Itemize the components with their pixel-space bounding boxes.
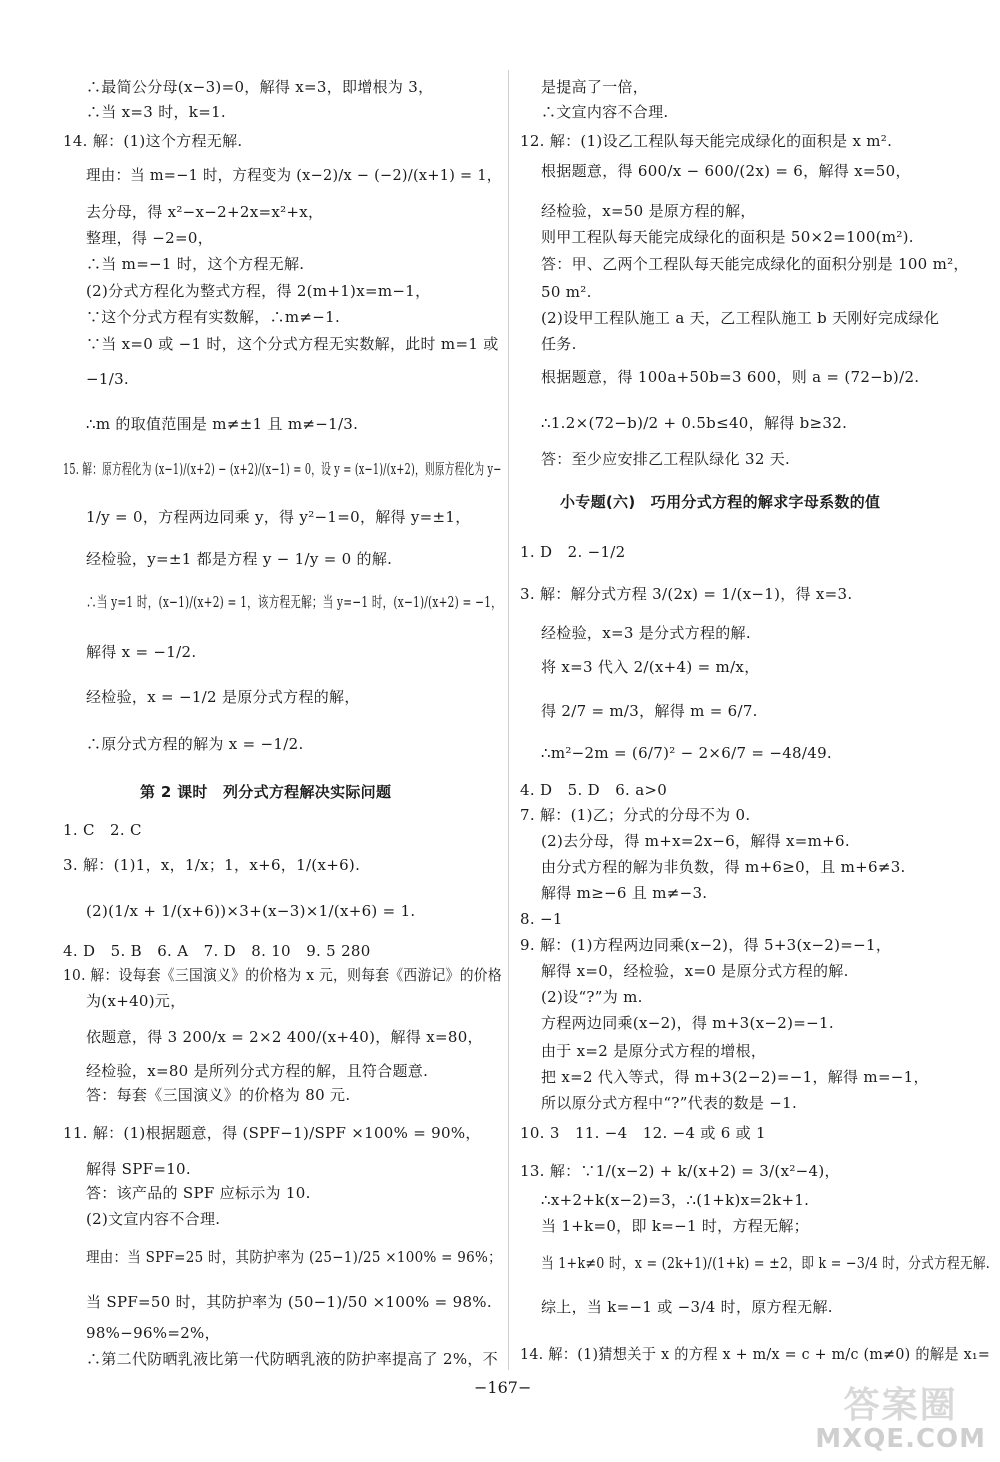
- page-number: −167−: [474, 1378, 532, 1397]
- left-text-line: ∴当 x=3 时，k=1.: [86, 103, 226, 121]
- right-text-line: 是提高了一倍，: [541, 78, 649, 96]
- right-text-line: 所以原分式方程中“?”代表的数是 −1.: [541, 1094, 798, 1112]
- left-text-line: ∴m 的取值范围是 m≠±1 且 m≠−1/3.: [86, 415, 359, 433]
- left-text-line: 理由：当 SPF=25 时，其防护率为 (25−1)/25 ×100% = 96%；: [86, 1248, 502, 1266]
- right-text-line: 8. −1: [520, 910, 563, 928]
- section-heading: 小专题(六) 巧用分式方程的解求字母系数的值: [560, 493, 881, 511]
- left-text-line: (2)分式方程化为整式方程，得 2(m+1)x=m−1，: [86, 282, 431, 300]
- right-text-line: 解得 m≥−6 且 m≠−3.: [541, 884, 708, 902]
- right-text-line: 当 1+k≠0 时，x = (2k+1)/(1+k) = ±2，即 k = −3/4 时，分式方程无解.: [541, 1254, 991, 1272]
- right-text-line: 经检验，x=50 是原方程的解，: [541, 202, 756, 220]
- left-text-line: 14. 解：(1)这个方程无解.: [63, 132, 243, 150]
- column-divider: [508, 70, 509, 1370]
- left-text-line: (2)(1/x + 1/(x+6))×3+(x−3)×1/(x+6) = 1.: [86, 902, 416, 920]
- left-text-line: 1/y = 0，方程两边同乘 y，得 y²−1=0，解得 y=±1，: [86, 508, 471, 526]
- right-text-line: 13. 解：∵1/(x−2) + k/(x+2) = 3/(x²−4)，: [520, 1162, 840, 1180]
- right-text-line: 方程两边同乘(x−2)，得 m+3(x−2)=−1.: [541, 1014, 834, 1032]
- right-text-line: 综上，当 k=−1 或 −3/4 时，原方程无解.: [541, 1298, 833, 1316]
- left-text-line: ∵当 x=0 或 −1 时，这个分式方程无实数解，此时 m=1 或: [86, 335, 499, 353]
- left-text-line: 3. 解：(1)1，x，1/x；1，x+6，1/(x+6).: [63, 856, 361, 874]
- right-text-line: 由分式方程的解为非负数，得 m+6≥0，且 m+6≠3.: [541, 858, 906, 876]
- left-text-line: 去分母，得 x²−x−2+2x=x²+x，: [86, 203, 324, 221]
- left-text-line: 经检验，x = −1/2 是原分式方程的解，: [86, 688, 360, 706]
- left-text-line: 10. 解：设每套《三国演义》的价格为 x 元，则每套《西游记》的价格: [63, 966, 502, 984]
- left-text-line: 4. D 5. B 6. A 7. D 8. 10 9. 5 280: [63, 942, 371, 960]
- right-text-line: 9. 解：(1)方程两边同乘(x−2)，得 5+3(x−2)=−1，: [520, 936, 892, 954]
- right-text-line: 把 x=2 代入等式，得 m+3(2−2)=−1，解得 m=−1，: [541, 1068, 929, 1086]
- right-text-line: 7. 解：(1)乙；分式的分母不为 0.: [520, 806, 751, 824]
- right-text-line: 12. 解：(1)设乙工程队每天能完成绿化的面积是 x m².: [520, 132, 893, 150]
- left-text-line: 11. 解：(1)根据题意，得 (SPF−1)/SPF ×100% = 90%，: [63, 1124, 481, 1142]
- right-text-line: 4. D 5. D 6. a>0: [520, 781, 668, 799]
- right-text-line: (2)设“?”为 m.: [541, 988, 643, 1006]
- right-text-line: 解得 x=0，经检验，x=0 是原分式方程的解.: [541, 962, 849, 980]
- right-text-line: 经检验，x=3 是分式方程的解.: [541, 624, 751, 642]
- right-text-line: 则甲工程队每天能完成绿化的面积是 50×2=100(m²).: [541, 228, 914, 246]
- right-text-line: ∴x+2+k(x−2)=3，∴(1+k)x=2k+1.: [541, 1191, 810, 1209]
- right-text-line: 根据题意，得 600/x − 600/(2x) = 6，解得 x=50，: [541, 162, 911, 180]
- right-text-line: 当 1+k=0，即 k=−1 时，方程无解；: [541, 1217, 809, 1235]
- right-text-line: 由于 x=2 是原分式方程的增根，: [541, 1042, 767, 1060]
- left-text-line: (2)文宣内容不合理.: [86, 1210, 221, 1228]
- left-text-line: −1/3.: [86, 370, 129, 388]
- left-text-line: ∴原分式方程的解为 x = −1/2.: [86, 735, 304, 753]
- watermark-url: MXQE.COM: [815, 1424, 986, 1454]
- right-text-line: 答：甲、乙两个工程队每天能完成绿化的面积分别是 100 m²，: [541, 255, 969, 273]
- right-text-line: 50 m².: [541, 283, 592, 301]
- left-text-line: ∵这个分式方程有实数解，∴m≠−1.: [86, 308, 341, 326]
- left-text-line: 15. 解：原方程化为 (x−1)/(x+2) − (x+2)/(x−1) = 0，设 y = (x−1)/(x+2)，则原方程化为 y−: [63, 460, 502, 478]
- left-text-line: ∴当 m=−1 时，这个方程无解.: [86, 255, 305, 273]
- right-text-line: ∴m²−2m = (6/7)² − 2×6/7 = −48/49.: [541, 744, 833, 762]
- right-text-line: ∴1.2×(72−b)/2 + 0.5b≤40，解得 b≥32.: [541, 414, 848, 432]
- right-text-line: 得 2/7 = m/3，解得 m = 6/7.: [541, 702, 758, 720]
- right-text-line: 14. 解：(1)猜想关于 x 的方程 x + m/x = c + m/c (m≠0) 的解是 x₁=: [520, 1345, 991, 1363]
- right-text-line: 答：至少应安排乙工程队绿化 32 天.: [541, 450, 791, 468]
- left-text-line: 答：该产品的 SPF 应标示为 10.: [86, 1184, 311, 1202]
- watermark-logo: 答案圈: [843, 1385, 958, 1426]
- section-heading: 第 2 课时 列分式方程解决实际问题: [140, 783, 392, 801]
- right-text-line: 根据题意，得 100a+50b=3 600，则 a = (72−b)/2.: [541, 368, 920, 386]
- right-text-line: 任务.: [541, 335, 577, 353]
- left-text-line: 经检验，y=±1 都是方程 y − 1/y = 0 的解.: [86, 550, 393, 568]
- left-text-line: 当 SPF=50 时，其防护率为 (50−1)/50 ×100% = 98%.: [86, 1293, 492, 1311]
- right-text-line: ∴文宣内容不合理.: [541, 103, 669, 121]
- left-text-line: 理由：当 m=−1 时，方程变为 (x−2)/x − (−2)/(x+1) = 1，: [86, 166, 502, 184]
- left-text-line: 解得 x = −1/2.: [86, 643, 197, 661]
- left-text-line: 解得 SPF=10.: [86, 1160, 191, 1178]
- left-text-line: 经检验，x=80 是所列分式方程的解，且符合题意.: [86, 1062, 429, 1080]
- left-text-line: 为(x+40)元，: [86, 992, 186, 1010]
- left-text-line: ∴当 y=1 时，(x−1)/(x+2) = 1，该方程无解；当 y=−1 时，(x−1)/(x+2) = −1，: [86, 593, 502, 611]
- left-text-line: 答：每套《三国演义》的价格为 80 元.: [86, 1086, 351, 1104]
- right-text-line: (2)去分母，得 m+x=2x−6，解得 x=m+6.: [541, 832, 850, 850]
- left-text-line: ∴第二代防晒乳液比第一代防晒乳液的防护率提高了 2%，不: [86, 1350, 498, 1368]
- right-text-line: 将 x=3 代入 2/(x+4) = m/x，: [541, 658, 760, 676]
- right-text-line: 3. 解：解分式方程 3/(2x) = 1/(x−1)，得 x=3.: [520, 585, 853, 603]
- left-text-line: 依题意，得 3 200/x = 2×2 400/(x+40)，解得 x=80，: [86, 1028, 483, 1046]
- watermark: [815, 1385, 986, 1454]
- right-text-line: (2)设甲工程队施工 a 天，乙工程队施工 b 天刚好完成绿化: [541, 309, 940, 327]
- left-text-line: ∴最简公分母(x−3)=0，解得 x=3，即增根为 3，: [86, 78, 434, 96]
- right-text-line: 10. 3 11. −4 12. −4 或 6 或 1: [520, 1124, 766, 1142]
- left-text-line: 整理，得 −2=0，: [86, 229, 213, 247]
- right-text-line: 1. D 2. −1/2: [520, 543, 626, 561]
- left-text-line: 98%−96%=2%，: [86, 1324, 220, 1342]
- left-text-line: 1. C 2. C: [63, 821, 142, 839]
